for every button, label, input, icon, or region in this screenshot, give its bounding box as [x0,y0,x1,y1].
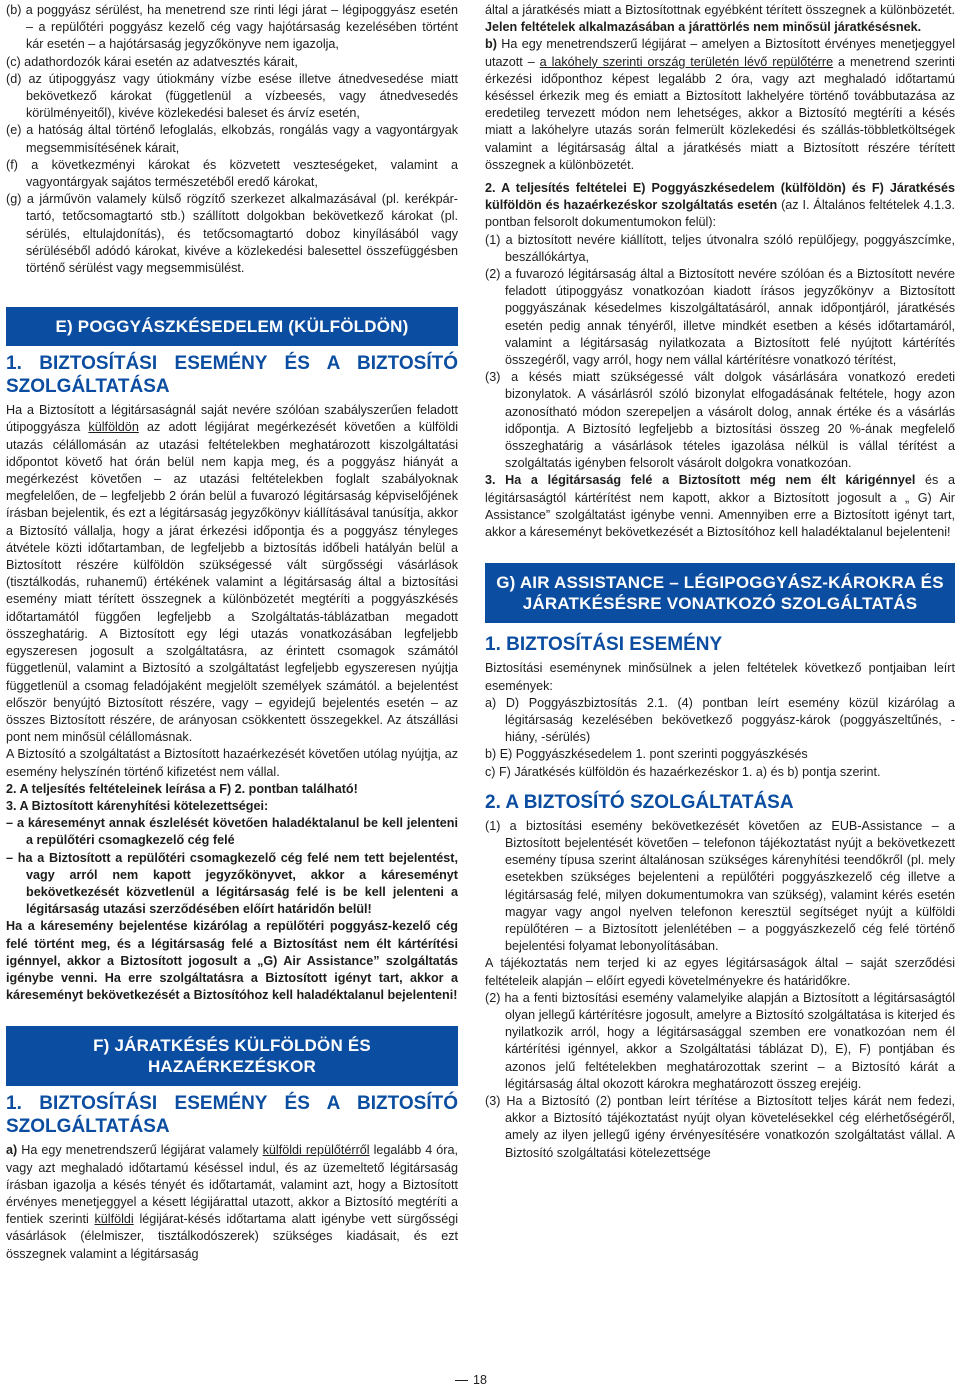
condition-3: (3) a késés miatt szükségessé vált dolgok vásárlására vonatkozó eredeti bizonylatok. A vásárlásról szóló bizonylat elfogadásának feltétele, hogy azon azonosítható módon szerepeljen a vásárolt dolog, annak értéke és a vásárlás időpontja. A Biztosító legfeljebb a biztosítási összeg 20 %-ának megfelelő összeghatárig a vásárlások tételes igazolása nélkül is vállal térítést a szolgáltatás igényben felsorolt vásárolt dolgokra vonatkozóan. [485,370,955,471]
section-banner-e: E) POGGYÁSZKÉSEDELEM (KÜLFÖLDÖN) [6,307,458,346]
page-number-rule [455,1380,468,1381]
heading-g1: 1. BIZTOSÍTÁSI ESEMÉNY [485,634,723,656]
section-banner-f: F) JÁRATKÉSÉS KÜLFÖLDÖN ÉS HAZAÉRKEZÉSKOR [6,1026,458,1086]
paragraph-f1a-cont: által a járatkésés miatt a Biztosítottnak egyébként térített összegnek a különbözetét. Jelen feltételek alkalmazásában a járattörlés nem minősül járatkésésnek. [485,3,955,35]
g2-item-3: (3) Ha a Biztosító (2) pontban leírt térítése a Biztosított teljes kárát nem fedezi, akkor a Biztosító tájékoztatást nyújt olyan követelésekkel cég elérhetőségéről, amely az ilyen jellegű igény érvényesítésére vonatkozón szolgáltatást vállal. A Biztosító szolgáltatási kötelezettsége [485,1093,955,1160]
dash-item-1: – a káreseményt annak észlelését követően haladéktalanul be kell jelenteni a repülőtéri csomagkezelő cég felé [6,816,458,848]
paragraph-e1-payment: A Biztosító a szolgáltatást a Biztosított hazaérkezését követően utólag nyújtja, az esemény helyszínén történő kifizetést nem vállal. [6,747,458,779]
condition-2: (2) a fuvarozó légitársaság által a Biztosított nevére szólóan és a Biztosított nevére feladott útipoggyász vonatkozóan kiadott írásos jegyzőkönyv a Biztosított poggyászának késedelmes kiszolgáltatásáról, annak időpontjáról, járatkésés esetén pedig annak tényéről, illetve mindkét esetben a késés időtartamáról, valamint a légitársaság nyilatkozata a Biztosított felé nyújtott kártérítés összegéről, vagy arról, hogy nem vállal kártérítésre vonatkozó térítést, [485,267,955,368]
exclusion-c: (c) adathordozók kárai esetén az adatvesztés kárait, [6,54,298,69]
heading-g2: 2. A BIZTOSÍTÓ SZOLGÁLTATÁSA [485,791,794,813]
paragraph-g1: Biztosítási eseménynek minősülnek a jelen feltételek következő pontjaiban leírt események: [485,661,955,693]
point-2: 2. A teljesítés feltételeinek leírása a F) 2. pontban található! [6,781,358,796]
right-column [485,0,955,1162]
point-3: 3. A Biztosított kárenyhítési kötelezettségei: [6,798,269,813]
paragraph-f1a: a) Ha egy menetrendszerű légijárat valamely külföldi repülőtérről legalább 4 óra, vagy azt meghaladó időtartamú késéssel indul, és az üzemeltető légitársaság írásban igazolja a késés tényét és időtartamát, valamint azt, hogy a Biztosított érvényes menetjeggyel a késett légijárattal utazott, akkor a Biztosító megtéríti a fentiek szerinti külföldi légijárat-késés időtartama alatt igénybe vett sürgősségi vásárlások (élelmiszer, tisztálkodószerek) szükséges kiadásait, és ezt összegnek valamint a légitársaság [6,1143,459,1261]
exclusion-d: (d) az útipoggyász vagy útiokmány vízbe esése illetve átnedvesedése miatt bekövetkező károkat (függetlenül a vízbeesés, vagy átnedvesedés körülményeitől), kivéve közlekedési baleset és árvíz esetén, [6,71,458,121]
exclusion-e: (e) a hatóság által történő lefoglalás, elkobzás, rongálás vagy a vagyontárgyak megsemmisítésének kárait, [6,123,458,155]
g2-paragraph: A tájékoztatás nem terjed ki az egyes légitársaságok által – saját szerződési feltételeik alapján – előírt egyedi követelményekre és határidőkre. [485,956,955,988]
section-banner-g: G) AIR ASSISTANCE – LÉGIPOGGYÁSZ-KÁROKRA ÉS JÁRATKÉSÉSRE VONATKOZÓ SZOLGÁLTATÁS [485,563,955,623]
point-3-right: 3. Ha a légitársaság felé a Biztosított még nem élt kárigénnyel és a légitársaságtól kártérítést nem kapott, akkor a Biztosított jogosult a „ G) Air Assistance” szolgáltatást igénybe venni. Amennyiben erre a Biztosított igényt tart, akkor a káreseményt bekövetkezését a Biztosítóhoz kell haladéktalanul bejelenteni! [485,473,956,540]
g1-line-c: c) F) Járatkésés külföldön és hazaérkezéskor 1. a) és b) pontja szerint. [485,764,881,779]
g2-item-1: (1) a biztosítási esemény bekövetkezését követően az EUB-Assistance – a Biztosított bejelentését követően – telefonon tájékoztatást nyújt a bekövetkezett esemény típusa szerint általánosan szükséges kárenyhítési teendőkről (pl. mely esetekben szükséges bejelenteni a repülőtéri poggyászkezelő cég illetve a légitársaság felé, milyen dokumentumokra van szükség), valamint kérés esetén magyar vagy angol nyelven telefonon keresztül segítséget nyújt a külföldi repülőtéren – a Biztosított jelenlétében – a poggyászkezelő cég felé történő bejelentési folyamat lebonyolításában. [485,818,955,954]
heading-conditions: 2. A teljesítés feltételei E) Poggyászkésedelem (külföldön) és F) Járatkésés külföldön és hazaérkezéskor szolgáltatás esetén (az I. Általános feltételek 4.1.3. pontban felsorolt dokumentumokon felül): [485,181,955,230]
dash-item-2: – ha a Biztosított a repülőtéri csomagkezelő cég felé nem tett bejelentést, vagy arról nem kapott jegyzőkönyvet, akkor a káreseményt bekövetkezését közvetlenül a légitársaság felé is be kell jelenteni a légitársaság utazási szerződésében előírt határidőn belül! [6,850,458,917]
exclusion-g: (g) a járművön valamely külső rögzítő szerkezet alkalmazásával (pl. kerékpár-tartó, tetőcsomagtartó stb.) szállított dolgokban bekövetkező károkat (pl. sérülés, eltulajdonítás), és tetőcsomagtartó doboz kinyílásából vagy sérüléséből adódó károkat, kivéve a közlekedési balesettel összefüggésben történő sérülést vagy megsemmisülést. [6,192,458,276]
paragraph-f1b: b) Ha egy menetrendszerű légijárat – amelyen a Biztosított érvényes menetjeggyel utazott – a lakóhely szerinti ország területén lévő repülőtérre a menetrend szerinti érkezési időponthoz képest legalább 2 óra, vagy azt meghaladó időtartamú késéssel érkezik meg és emiatt a Biztosított lakhelyére történő továbbutazása az eredetileg tervezett módon nem lehetséges, akkor a Biztosító megtéríti a késés miatt a lakóhelyre utazás során felmerült közlekedési és szállás-többletköltségek valamint a légitársaság által a járatkésés miatt a Biztosított részére térített összegnek a különbözetét. [485,37,956,172]
g1-line-b: b) E) Poggyászkésedelem 1. pont szerinti poggyászkésés [485,747,808,762]
bold-notice: Ha a káresemény bejelentése kizárólag a repülőtéri poggyász-kezelő cég felé történt meg, és a légitársaság felé a Biztosítást nem élt kártérítési igénnyel, akkor a Biztosított jogosult a „G) Air Assistance” szolgáltatás igénybe venni. Ha erre szolgáltatásra a Biztosított igényt tart, akkor a káreseményt bekövetkezését a Biztosítóhoz kell haladéktalanul bejelenteni! [6,919,458,1003]
paragraph-e1: Ha a Biztosított a légitársaságnál saját nevére szólóan szabályszerűen feladott útipoggyásza külföldön az adott légijárat megérkezését követően a külföldi utazás célállomásán az utazási feltételekben meghatározott kiszolgáltatási időpontot követő hat órán belül nem kapja meg, és a poggyász hiányát a megérkezést követően – az utazási feltételekben foglalt szabályoknak megfelelően, de – legfeljebb 2 órán belül a fuvarozó légitársaság képviselőjének írásban bejelentik, és ezt a légitársaság jegyzőkönyv kiállításával tanúsítja, akkor a Biztosító vállalja, hogy a járat érkezési időpontja és a poggyász tényleges átvétele közti időtartamban, de legfeljebb a biztosítás időbeli hatályán belül a Biztosított részére külföldön szükségessé vált sürgősségi vásárlások (tisztálkodás, ruhanemű) értékének valamint a légitársaság által a biztosítási esemény miatt térített összegnek a különbözetét megtéríti a poggyászkésés időtartamától függően legfeljebb a Szolgáltatás-táblázatban megadott összeghatárig. A Biztosított egy légi utazás vonatkozásában legfeljebb egyszeresen jogosult a szolgáltatásra, az érintett csomagok számától függetlenül, valamint a Biztosító a szolgáltatást legfeljebb egyszeresen nyújtja függetlenül a csomag feladójaként megjelölt személyek számától. a bejelentést először benyújtó Biztosított részére, vagy – egyidejű bejelentés esetén – az összes Biztosított részére, de arányosan csökkentett összegekkel. Az átszállási pont nem minősül célállomásnak. [6,403,458,745]
condition-1: (1) a biztosított nevére kiállított, teljes útvonalra szóló repülőjegy, poggyászcímke, beszállókártya, [485,232,955,264]
heading-f1: 1. BIZTOSÍTÁSI ESEMÉNY ÉS A BIZTOSÍTÓ SZOLGÁLTATÁSA [6,1093,458,1138]
g1-line-a: a) D) Poggyászbiztosítás 2.1. (4) pontban leírt esemény közül kizárólag a légitársaság kezelésében bekövetkező poggyász-károk (poggyászeltűnés, -hiány, -sérülés) [485,695,955,745]
exclusion-b: (b) a poggyász sérülést, ha menetrend sze rinti légi járat – légipoggyász esetén – a repülőtéri poggyász kezelő cég vagy hajótársaság kezelésében történt kár esetén – a hajótársaság jegyzőkönyve nem igazolja, [6,3,458,52]
g2-item-2: (2) ha a fenti biztosítási esemény valamelyike alapján a Biztosított a légitársaságtól olyan jellegű kártérítésre jogosult, amelyre a Biztosító szolgáltatása is kiterjed és nyilatkozik arról, hogy a légitársasággal szemben ere vonatkozóan nem él kártérítési igénnyel, akkor a Szolgáltatási táblázat D), E), F) pontjában és azonos jelű feltételekben meghatározottak szerint – a Biztosító kárát a légitársaság által okozott károkra meghatározott összeg erejéig. [485,990,955,1091]
left-column [6,0,458,1263]
heading-e1: 1. BIZTOSÍTÁSI ESEMÉNY ÉS A BIZTOSÍTÓ SZOLGÁLTATÁSA [6,353,458,398]
page-number [455,1372,495,1389]
exclusion-f: (f) a következményi károkat és közvetett veszteségeket, valamint a vagyontárgyak sajátos természetéből eredő károkat, [6,157,458,190]
page-number-text: 18 [473,1373,487,1387]
